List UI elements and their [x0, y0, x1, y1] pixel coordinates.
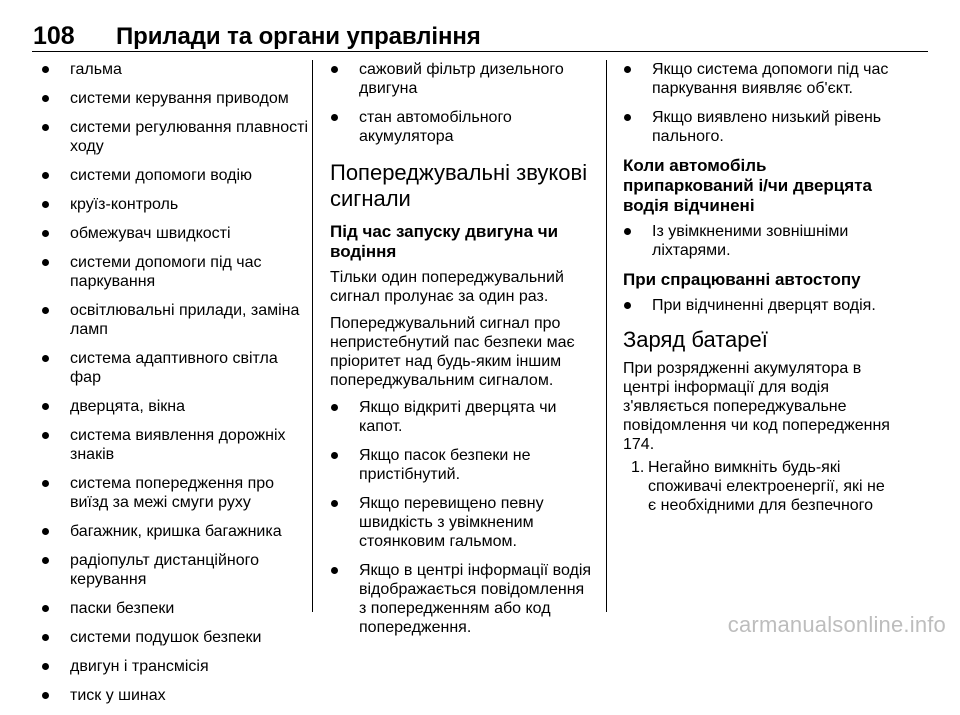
- list-item-text: Якщо пасок безпеки не пристібнутий.: [359, 447, 531, 483]
- bullet-icon: [42, 307, 49, 314]
- page-header: [32, 20, 928, 54]
- list-item-text: При відчиненні дверцят водія.: [652, 297, 876, 314]
- list-item-text: Якщо в центрі інформації водія відображається повідомлення з попередженням або код попередження.: [359, 562, 592, 636]
- subheading-parked: Коли автомобіль припаркований і/чи дверцята водія відчинені: [623, 156, 872, 215]
- list-item-text: двигун і трансмісія: [70, 658, 209, 675]
- list-item-text: Якщо система допомоги під час паркування виявляє об'єкт.: [652, 61, 889, 97]
- bullet-icon: [624, 66, 631, 73]
- bullet-icon: [42, 557, 49, 564]
- col2-bullet-list: [330, 398, 592, 637]
- subheading-start-driving: Під час запуску двигуна чи водіння: [330, 222, 559, 261]
- list-item-text: Якщо відкриті дверцята чи капот.: [359, 399, 557, 435]
- step-text: Негайно вимкніть будь-які споживачі електроенергії, які не є необхідними для безпечного: [648, 459, 885, 514]
- bullet-icon: [42, 95, 49, 102]
- list-item: [41, 224, 309, 243]
- column-3: [623, 60, 891, 515]
- list-item-text: дверцята, вікна: [70, 398, 186, 415]
- list-item: [623, 296, 891, 315]
- list-item-text: круїз-контроль: [70, 196, 179, 213]
- list-item: [41, 60, 309, 79]
- list-item: [330, 561, 592, 637]
- bullet-icon: [624, 302, 631, 309]
- bullet-icon: [42, 172, 49, 179]
- col1-bullet-list: [41, 60, 309, 705]
- bullet-icon: [42, 480, 49, 487]
- column-divider-1: [312, 60, 313, 612]
- list-item: [41, 397, 309, 416]
- list-item: [623, 60, 891, 98]
- list-item-text: освітлювальні прилади, заміна ламп: [70, 302, 300, 338]
- bullet-icon: [42, 201, 49, 208]
- bullet-icon: [42, 66, 49, 73]
- list-item: [330, 398, 592, 436]
- bullet-icon: [42, 528, 49, 535]
- list-item: [41, 166, 309, 185]
- list-item-text: система виявлення дорожніх знаків: [70, 427, 286, 463]
- list-item: [330, 60, 592, 98]
- paragraph: Тільки один попереджувальний сигнал пролунає за один раз.: [330, 269, 564, 305]
- section-heading-battery: Заряд батареї: [623, 327, 768, 352]
- list-item-text: обмежувач швидкості: [70, 225, 231, 242]
- list-item: [41, 522, 309, 541]
- list-item-text: система попередження про виїзд за межі смуги руху: [70, 475, 275, 511]
- list-item-text: системи керування приводом: [70, 90, 289, 107]
- numbered-steps: [623, 458, 891, 515]
- list-item-text: стан автомобільного акумулятора: [359, 109, 512, 145]
- bullet-icon: [331, 567, 338, 574]
- list-item-text: радіопульт дистанційного керування: [70, 552, 260, 588]
- list-item-text: Із увімкненими зовнішніми ліхтарями.: [652, 223, 849, 259]
- list-item: [41, 195, 309, 214]
- section-heading-warning-chimes: Попереджувальні звукові сигнали: [330, 160, 588, 211]
- list-item: [41, 599, 309, 618]
- list-item: [41, 301, 309, 339]
- list-item-text: система адаптивного світла фар: [70, 350, 278, 386]
- bullet-icon: [42, 259, 49, 266]
- list-item: [41, 349, 309, 387]
- col3-top-list: [623, 60, 891, 146]
- list-item-text: Якщо виявлено низький рівень пального.: [652, 109, 882, 145]
- list-item-text: гальма: [70, 61, 122, 78]
- paragraph: При розрядженні акумулятора в центрі інформації для водія з'являється попереджувальне повідомлення чи код попередження 174.: [623, 360, 890, 453]
- list-item-text: сажовий фільтр дизельного двигуна: [359, 61, 564, 97]
- numbered-step: [623, 458, 891, 515]
- column-divider-2: [606, 60, 607, 612]
- list-item-text: системи подушок безпеки: [70, 629, 262, 646]
- step-number: 1.: [631, 459, 645, 476]
- list-item: [41, 253, 309, 291]
- column-2: [330, 60, 592, 647]
- bullet-icon: [42, 634, 49, 641]
- bullet-icon: [42, 230, 49, 237]
- bullet-icon: [331, 404, 338, 411]
- list-item: [41, 686, 309, 705]
- list-item: [41, 118, 309, 156]
- list-item: [330, 108, 592, 146]
- bullet-icon: [42, 355, 49, 362]
- bullet-icon: [624, 228, 631, 235]
- list-item: [330, 446, 592, 484]
- list-item-text: багажник, кришка багажника: [70, 523, 282, 540]
- list-item-text: паски безпеки: [70, 600, 175, 617]
- bullet-icon: [42, 124, 49, 131]
- list-item-text: системи допомоги під час паркування: [70, 254, 262, 290]
- page-number: 108: [33, 22, 75, 50]
- bullet-icon: [42, 605, 49, 612]
- header-rule: [32, 51, 928, 52]
- list-item-text: системи регулювання плавності ходу: [70, 119, 308, 155]
- bullet-icon: [331, 500, 338, 507]
- subheading-autostop: При спрацюванні автостопу: [623, 270, 861, 289]
- bullet-icon: [331, 66, 338, 73]
- list-item: [623, 222, 891, 260]
- col3-sub2-list: [623, 296, 891, 315]
- list-item: [41, 89, 309, 108]
- list-item: [623, 108, 891, 146]
- list-item: [41, 551, 309, 589]
- watermark: carmanualsonline.info: [727, 612, 946, 637]
- bullet-icon: [42, 432, 49, 439]
- list-item-text: системи допомоги водію: [70, 167, 253, 184]
- list-item-text: Якщо перевищено певну швидкість з увімкненим стоянковим гальмом.: [359, 495, 544, 550]
- bullet-icon: [42, 692, 49, 699]
- bullet-icon: [42, 663, 49, 670]
- paragraph: Попереджувальний сигнал про непристебнутий пас безпеки має пріоритет над будь-яким іншим попереджувальним сигналом.: [330, 315, 575, 389]
- page-title: Прилади та органи управління: [116, 23, 481, 50]
- list-item: [41, 474, 309, 512]
- list-item: [41, 628, 309, 647]
- column-1: [41, 60, 309, 715]
- bullet-icon: [331, 452, 338, 459]
- list-item: [41, 426, 309, 464]
- col3-sub1-list: [623, 222, 891, 260]
- col2-top-list: [330, 60, 592, 146]
- list-item-text: тиск у шинах: [70, 687, 166, 704]
- list-item: [41, 657, 309, 676]
- bullet-icon: [331, 114, 338, 121]
- list-item: [330, 494, 592, 551]
- bullet-icon: [624, 114, 631, 121]
- bullet-icon: [42, 403, 49, 410]
